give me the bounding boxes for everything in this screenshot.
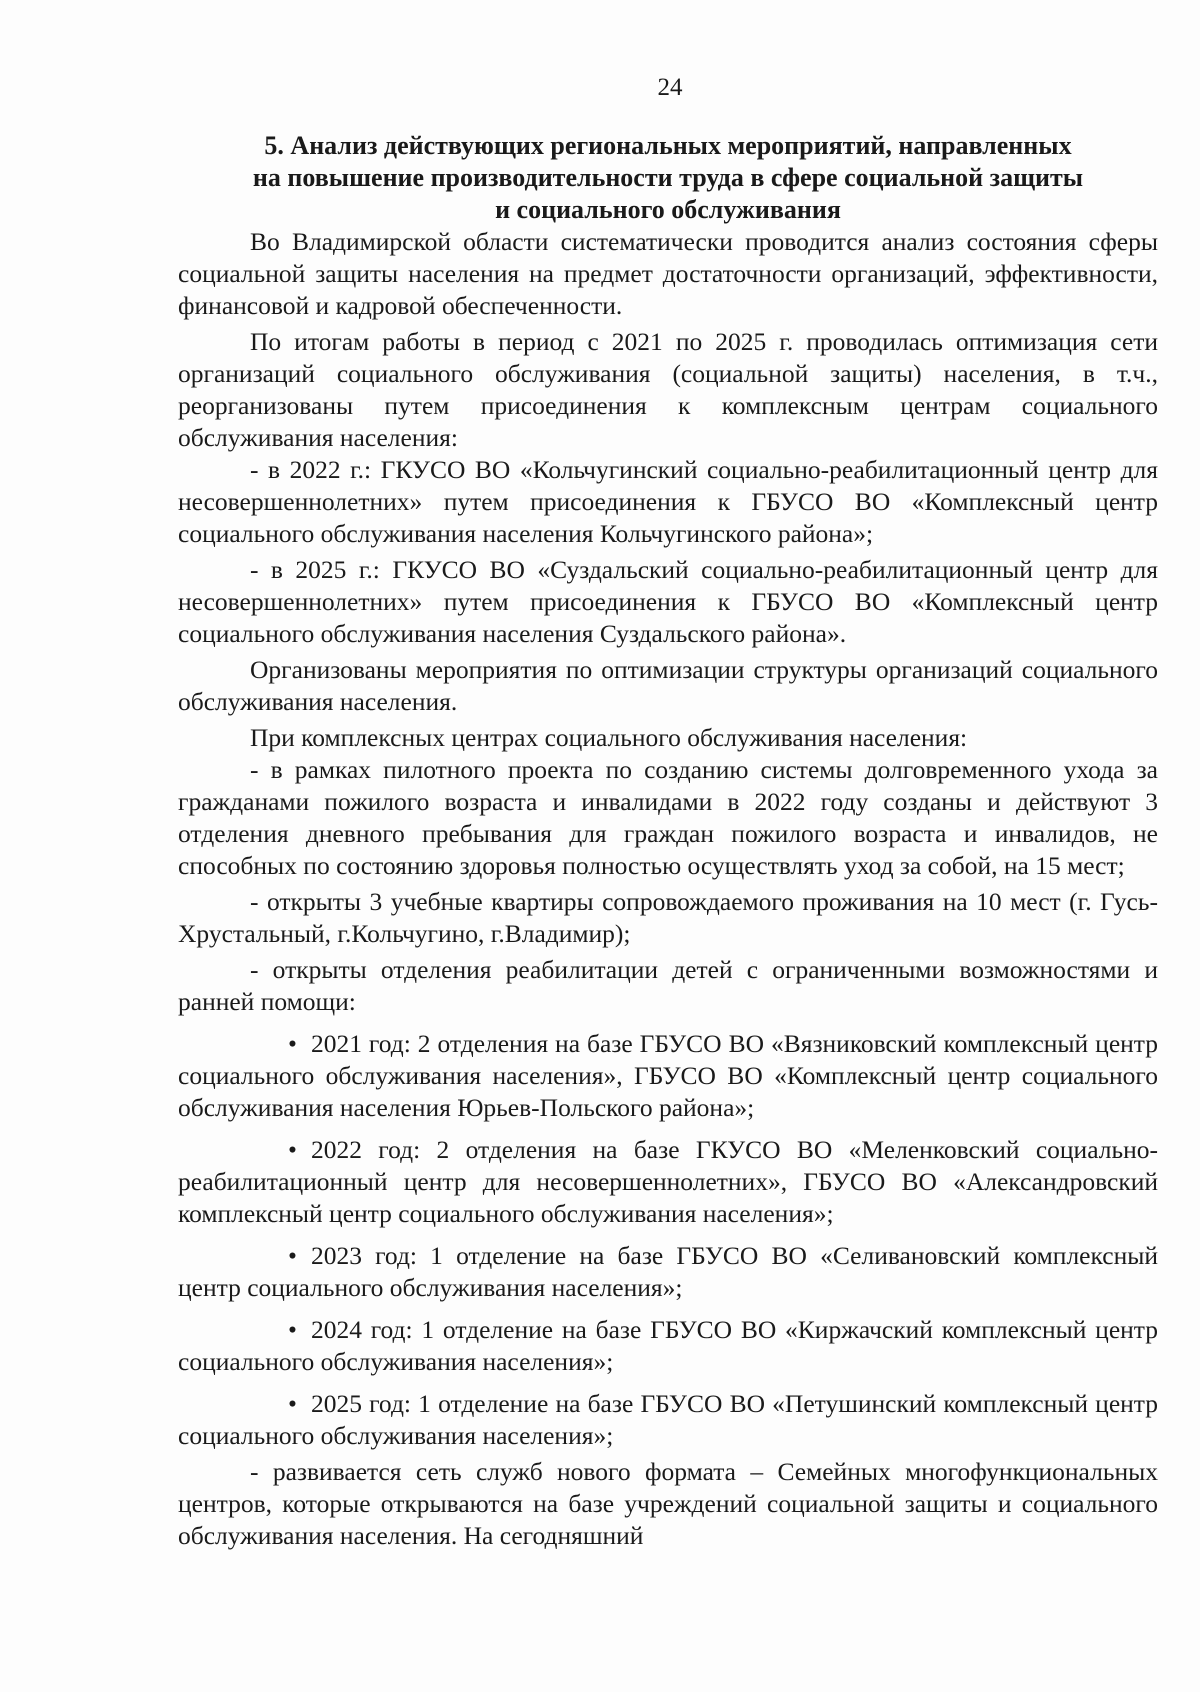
document-body: [178, 130, 1158, 1552]
paragraph-rehab-departments: - открыты отделения реабилитации детей с ограниченными возможностями и ранней помощи:: [178, 955, 1158, 1016]
page-number: 24: [657, 74, 683, 101]
bullet-icon: •: [288, 1315, 297, 1344]
paragraph-optimization: По итогам работы в период с 2021 по 2025 г. проводилась оптимизация сети организаций социального обслуживания (социальной защиты) населения, в т.ч., реорганизованы путем присоединения к комплексным центрам социального обслуживания населения:: [178, 327, 1158, 452]
list-item: [178, 1314, 1158, 1378]
list-item-text: 2021 год: 2 отделения на базе ГБУСО ВО «Вязниковский комплексный центр социального обслуживания населения», ГБУСО ВО «Комплексный центр социального обслуживания населения Юрьев-Польского района»;: [178, 1029, 1158, 1122]
paragraph-reorg-2025: - в 2025 г.: ГКУСО ВО «Суздальский социально-реабилитационный центр для несовершеннолетних» путем присоединения к ГБУСО ВО «Комплексный центр социального обслуживания населения Суздальского района».: [178, 555, 1158, 648]
paragraph-family-centers: - развивается сеть служб нового формата – Семейных многофункциональных центров, которые открываются на базе учреждений социальной защиты и социального обслуживания населения. На сегодняшний: [178, 1457, 1158, 1550]
paragraph-pilot-project: - в рамках пилотного проекта по созданию системы долговременного ухода за гражданами пожилого возраста и инвалидами в 2022 году созданы и действуют 3 отделения дневного пребывания для граждан пожилого возраста и инвалидов, не способных по состоянию здоровья полностью осуществлять уход за собой, на 15 мест;: [178, 755, 1158, 880]
bullet-icon: •: [288, 1241, 297, 1270]
list-item-text: 2022 год: 2 отделения на базе ГКУСО ВО «Меленковский социально-реабилитационный центр для несовершеннолетних», ГБУСО ВО «Александровский комплексный центр социального обслуживания населения»;: [178, 1135, 1158, 1228]
list-item: [178, 1134, 1158, 1230]
list-item-text: 2025 год: 1 отделение на базе ГБУСО ВО «Петушинский комплексный центр социального обслуживания населения»;: [178, 1389, 1158, 1450]
heading-line-2: на повышение производительности труда в сфере социальной защиты: [252, 163, 1084, 192]
list-item-text: 2023 год: 1 отделение на базе ГБУСО ВО «Селивановский комплексный центр социального обслуживания населения»;: [178, 1241, 1158, 1302]
section-heading: [178, 130, 1158, 226]
paragraph-intro: Во Владимирской области систематически проводится анализ состояния сферы социальной защиты населения на предмет достаточности организаций, эффективности, финансовой и кадровой обеспеченности.: [178, 227, 1158, 320]
bullet-icon: •: [288, 1029, 297, 1058]
list-item: [178, 1240, 1158, 1304]
list-item: [178, 1388, 1158, 1452]
bullet-icon: •: [288, 1135, 297, 1164]
paragraph-training-apartments: - открыты 3 учебные квартиры сопровождаемого проживания на 10 мест (г. Гусь-Хрустальный, г.Кольчугино, г.Владимир);: [178, 887, 1158, 948]
list-item-text: 2024 год: 1 отделение на базе ГБУСО ВО «Киржачский комплексный центр социального обслуживания населения»;: [178, 1315, 1158, 1376]
paragraph-centers: При комплексных центрах социального обслуживания населения:: [250, 723, 968, 752]
heading-line-1: 5. Анализ действующих региональных мероприятий, направленных: [264, 131, 1072, 160]
heading-line-3: и социального обслуживания: [495, 195, 841, 224]
bullet-icon: •: [288, 1389, 297, 1418]
paragraph-reorg-2022: - в 2022 г.: ГКУСО ВО «Кольчугинский социально-реабилитационный центр для несовершеннолетних» путем присоединения к ГБУСО ВО «Комплексный центр социального обслуживания населения Кольчугинского района»;: [178, 455, 1158, 548]
list-item: [178, 1028, 1158, 1124]
paragraph-structure: Организованы мероприятия по оптимизации структуры организаций социального обслуживания населения.: [178, 655, 1158, 716]
